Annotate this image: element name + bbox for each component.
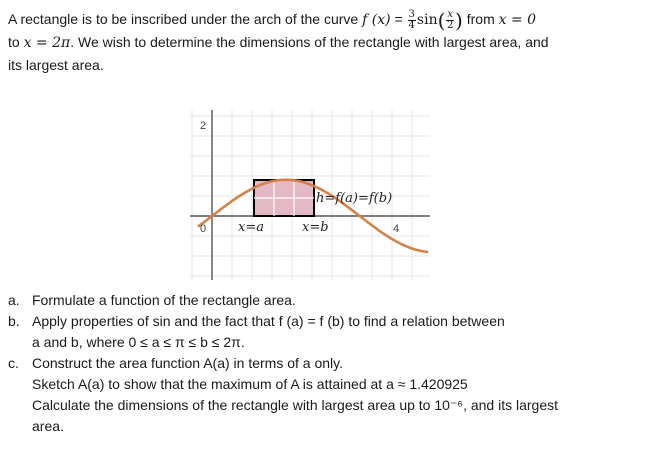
left-paren: ( [437, 8, 446, 33]
coefficient-denominator: 4 [408, 19, 415, 31]
intro-text-5: its largest area. [8, 57, 104, 74]
task-list [8, 290, 648, 437]
function-name: f (x) [362, 12, 391, 28]
coefficient-numerator: 3 [408, 8, 415, 20]
task-line: area. [32, 418, 64, 434]
intro-text-2: from [462, 11, 499, 27]
end-bound: x = 2π [23, 35, 71, 52]
task-marker: c. [8, 355, 19, 371]
equals-sign: = [390, 11, 407, 27]
task-line: Calculate the dimensions of the rectangle with largest area up to 10⁻⁶, and its largest [32, 397, 559, 413]
argument-fraction [446, 10, 454, 31]
argument-numerator: x [447, 8, 454, 20]
problem-statement [8, 8, 648, 76]
right-paren: ) [455, 8, 463, 33]
task-c [8, 353, 648, 437]
label-x-equals-b: x=b [302, 220, 329, 235]
label-x-equals-a: x=a [238, 220, 264, 235]
start-bound: x = 0 [498, 12, 537, 28]
task-a [8, 290, 648, 311]
sin-function: sin [416, 12, 438, 28]
task-b [8, 311, 648, 353]
task-line: Apply properties of sin and the fact that f (a) = f (b) to find a relation between [32, 313, 505, 329]
task-line: a and b, where 0 ≤ a ≤ π ≤ b ≤ 2π. [32, 334, 245, 350]
inscribed-rectangle-figure [190, 110, 430, 280]
argument-denominator: 2 [447, 19, 454, 31]
intro-text-3: to [8, 34, 24, 51]
y-tick-label: 2 [200, 120, 207, 132]
x-tick-label: 4 [393, 223, 400, 235]
task-line: Sketch A(a) to show that the maximum of A is attained at a ≈ 1.420925 [32, 376, 468, 392]
coefficient-fraction [408, 10, 416, 31]
intro-text-1: A rectangle is to be inscribed under the arch of the curve [8, 11, 363, 27]
task-marker: b. [8, 313, 20, 329]
task-marker: a. [8, 292, 20, 308]
task-line: Construct the area function A(a) in terms of a only. [32, 355, 344, 371]
label-height: h=f(a)=f(b) [316, 191, 393, 206]
intro-text-4: . We wish to determine the dimensions of the rectangle with largest area, and [70, 34, 549, 51]
task-line: Formulate a function of the rectangle area. [32, 292, 296, 308]
origin-label: 0 [200, 223, 207, 235]
